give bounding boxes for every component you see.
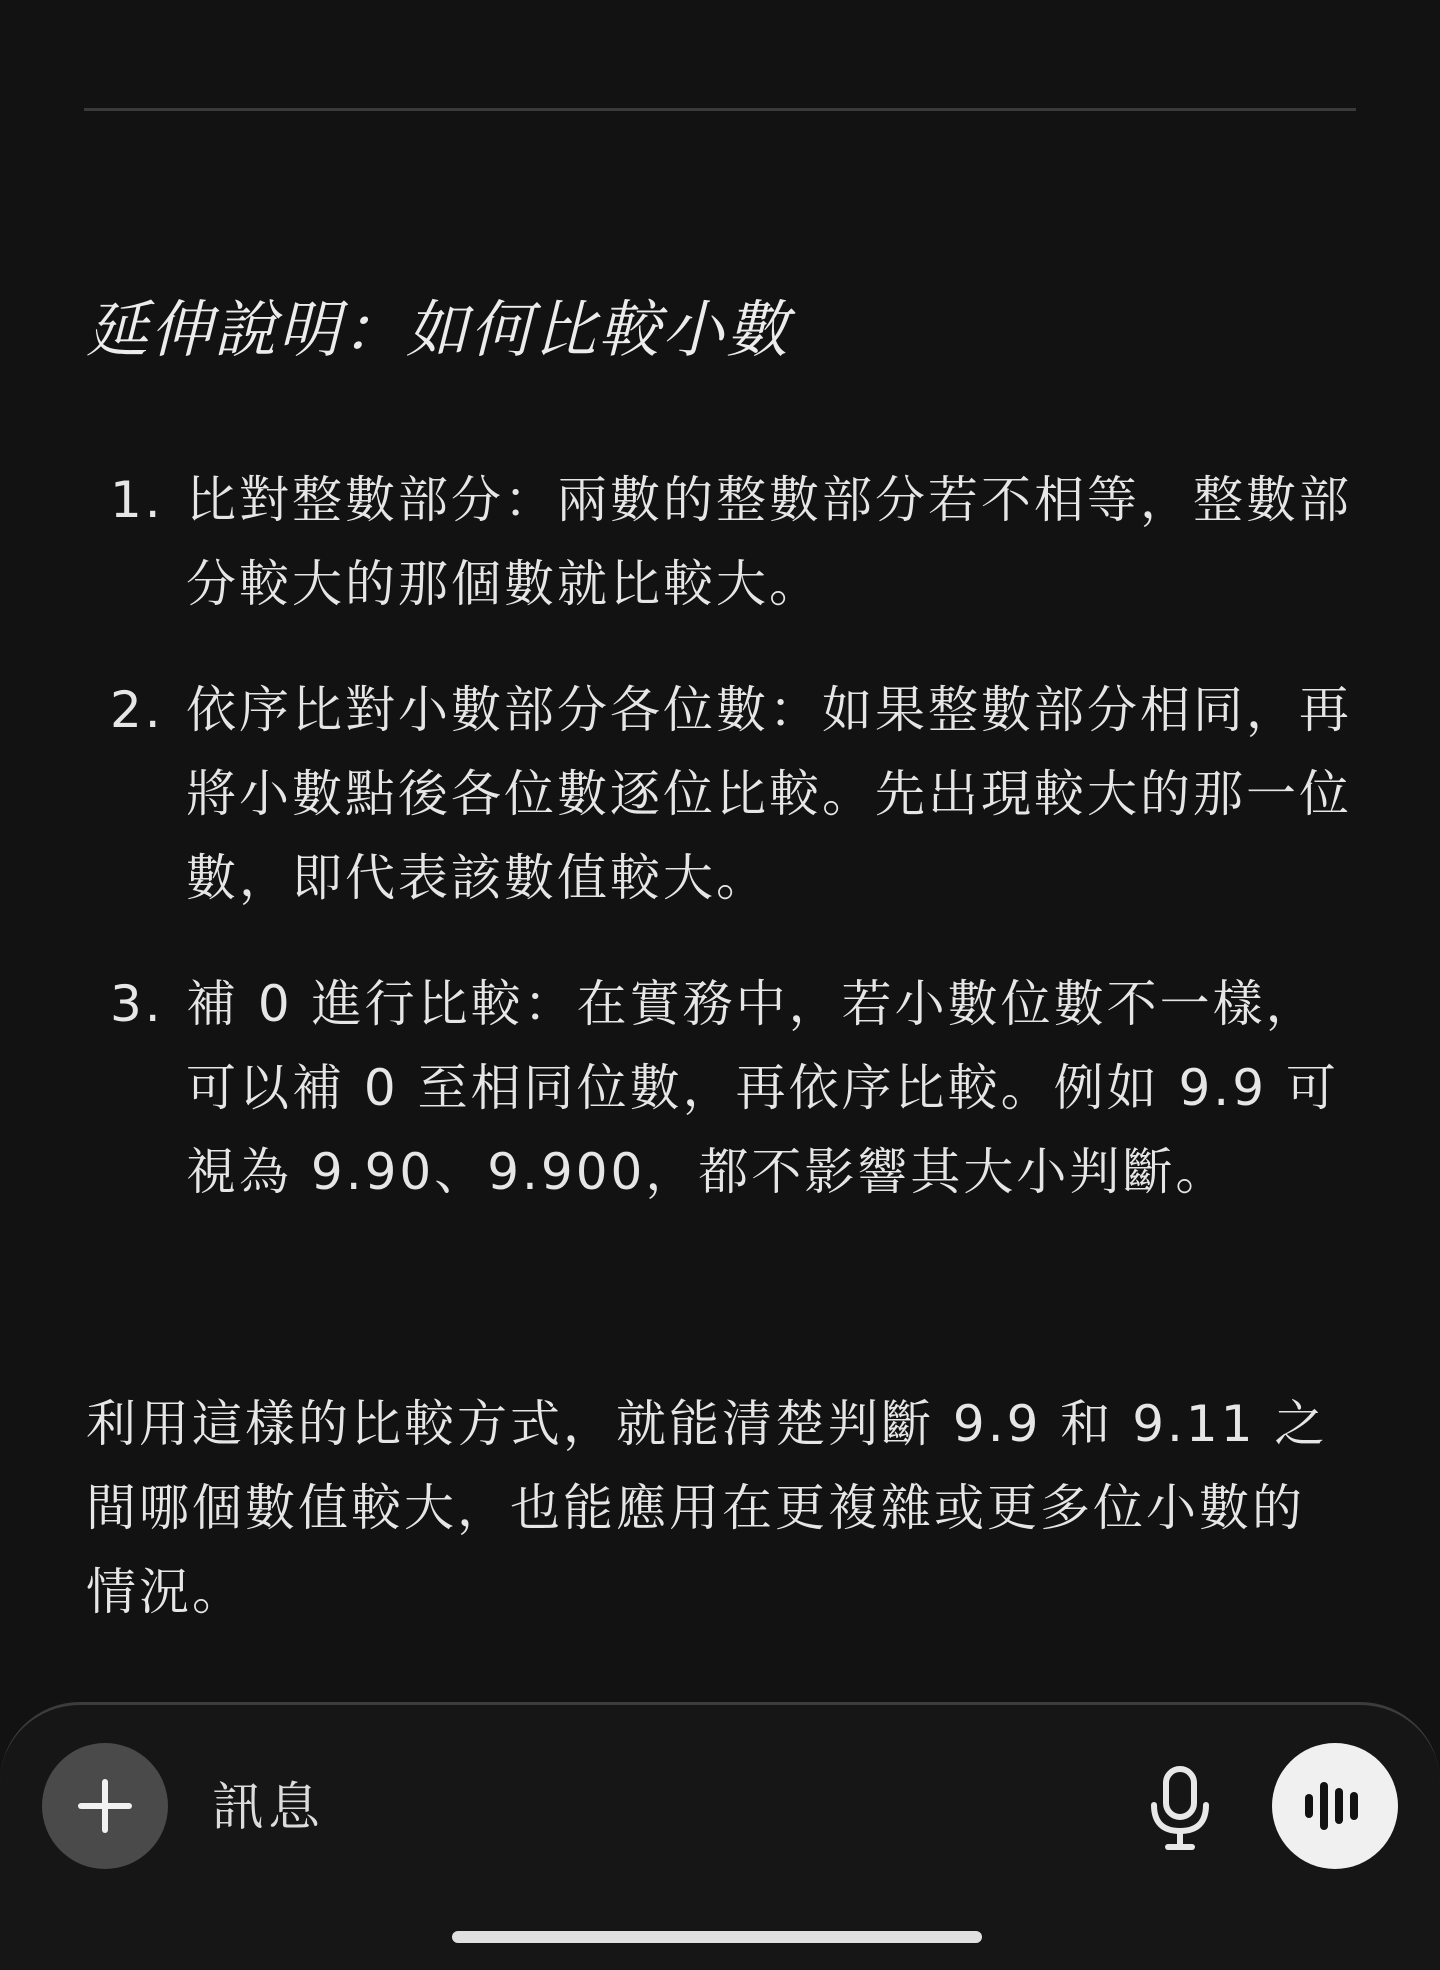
list-item — [110, 962, 1360, 1214]
list-item-text: 依序比對小數部分各位數：如果整數部分相同，再將小數點後各位數逐位比較。先出現較大的那一位數，即代表該數值較大。 — [186, 681, 1352, 907]
section-divider — [84, 108, 1356, 111]
list-item-number: 2. — [110, 681, 164, 739]
microphone-button[interactable] — [1140, 1763, 1220, 1853]
list-item — [110, 668, 1360, 920]
closing-paragraph: 利用這樣的比較方式，就能清楚判斷 9.9 和 9.11 之間哪個數值較大，也能應用在更複雜或更多位小數的情況。 — [86, 1395, 1328, 1621]
section-heading: 延伸說明：如何比較小數 — [86, 293, 791, 366]
microphone-icon — [1140, 1838, 1220, 1857]
message-input[interactable]: 訊息 — [212, 1778, 325, 1838]
add-attachment-button[interactable] — [42, 1743, 168, 1869]
voice-mode-button[interactable] — [1272, 1743, 1398, 1869]
message-composer — [0, 1702, 1440, 1970]
list-item-text: 比對整數部分：兩數的整數部分若不相等，整數部分較大的那個數就比較大。 — [186, 471, 1352, 613]
list-item — [110, 458, 1360, 626]
list-item-number: 3. — [110, 975, 164, 1033]
list-item-text: 補 0 進行比較：在實務中，若小數位數不一樣，可以補 0 至相同位數，再依序比較。例如 9.9 可視為 9.90、9.900，都不影響其大小判斷。 — [186, 975, 1339, 1201]
home-indicator[interactable] — [452, 1931, 982, 1943]
list-item-number: 1. — [110, 471, 164, 529]
